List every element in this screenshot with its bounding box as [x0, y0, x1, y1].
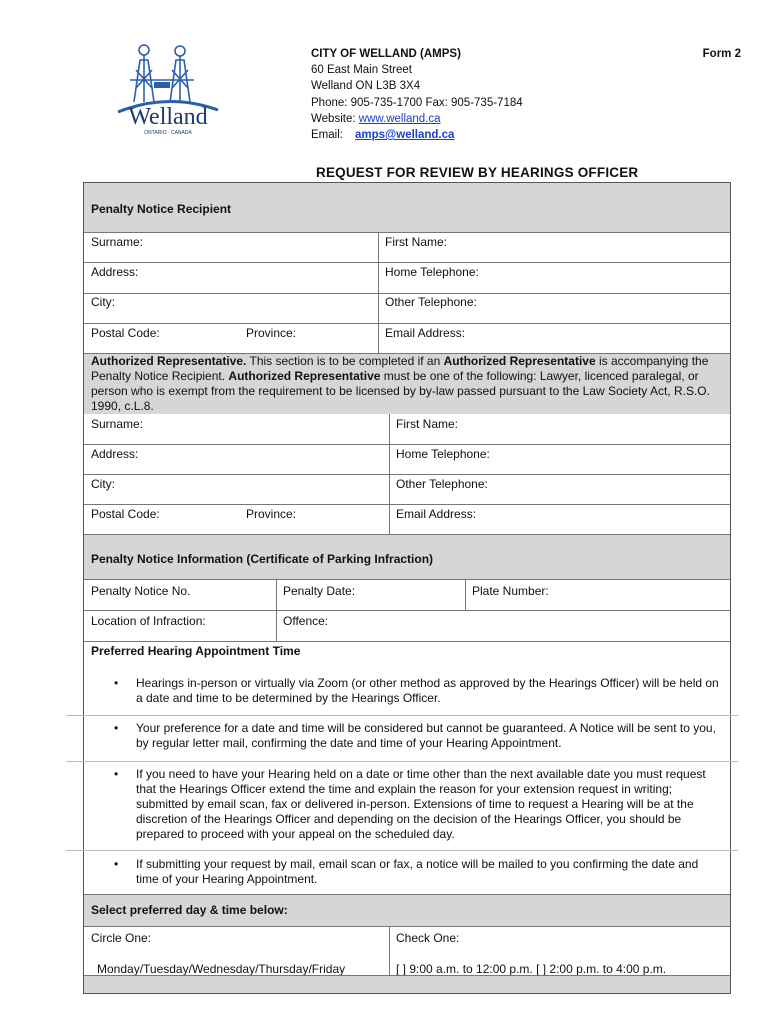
form-title: REQUEST FOR REVIEW BY HEARINGS OFFICER	[316, 165, 639, 180]
website-link[interactable]: www.welland.ca	[358, 112, 441, 125]
recipient-home-phone-field[interactable]: Home Telephone:	[385, 265, 479, 279]
bullet-text-3: If you need to have your Hearing held on a date or time other than the next available date you must request that the Hearings Officer extend the time and explain the reason for your extension request in writing; submitted by email scan, fax or delivered in-person. Extensions of time to request a Hearing will be at the discretion of the Hearings Officer and depending on the decision of the Hearings Officer, you should be prepared to proceed with your appeal on the scheduled day.	[136, 767, 706, 841]
phone-fax-line: Phone: 905-735-1700 Fax: 905-735-7184	[311, 96, 523, 109]
address-line-2: Welland ON L3B 3X4	[311, 80, 421, 93]
website-line	[311, 111, 741, 127]
website-label: Website:	[311, 112, 356, 125]
rep-email-field[interactable]: Email Address:	[396, 507, 477, 521]
logo-tagline: ONTARIO · CANADA	[144, 130, 192, 136]
recipient-surname-field[interactable]: Surname:	[91, 235, 144, 249]
offence-field[interactable]: Offence:	[283, 614, 329, 628]
select-heading: Select preferred day & time below:	[91, 903, 288, 917]
rep-first-name-field[interactable]: First Name:	[396, 417, 459, 431]
time-slot-options[interactable]: [ ] 9:00 a.m. to 12:00 p.m. [ ] 2:00 p.m. to 4:00 p.m.	[396, 962, 667, 976]
penalty-date-field[interactable]: Penalty Date:	[283, 584, 356, 598]
recipient-province-field[interactable]: Province:	[246, 326, 297, 340]
location-field[interactable]: Location of Infraction:	[91, 614, 206, 628]
penalty-info-section-header	[84, 535, 730, 579]
plate-number-field[interactable]: Plate Number:	[472, 584, 549, 598]
preferred-hearing-heading: Preferred Hearing Appointment Time	[91, 644, 301, 658]
bullet-dot: •	[114, 676, 119, 690]
address-line-1: 60 East Main Street	[311, 64, 412, 77]
email-label: Email:	[311, 129, 343, 142]
recipient-section-header	[84, 183, 730, 232]
bullet-dot: •	[114, 721, 119, 735]
recipient-first-name-field[interactable]: First Name:	[385, 235, 448, 249]
form-number: Form 2	[702, 48, 741, 60]
bullet-dot: •	[114, 767, 119, 781]
email-link[interactable]: amps@welland.ca	[355, 129, 455, 142]
rep-home-phone-field[interactable]: Home Telephone:	[396, 447, 490, 461]
penalty-notice-no-field[interactable]: Penalty Notice No.	[91, 584, 191, 598]
recipient-city-field[interactable]: City:	[91, 295, 115, 309]
contact-header	[311, 46, 741, 143]
recipient-heading: Penalty Notice Recipient	[91, 202, 232, 216]
footer-shaded-row	[84, 976, 730, 993]
rep-province-field[interactable]: Province:	[246, 507, 297, 521]
logo-wordmark: Welland	[128, 104, 208, 130]
bullet-dot: •	[114, 857, 119, 871]
welland-logo	[112, 40, 224, 140]
recipient-other-phone-field[interactable]: Other Telephone:	[385, 295, 477, 309]
select-section-header	[84, 895, 730, 926]
penalty-info-heading: Penalty Notice Information (Certificate of Parking Infraction)	[91, 552, 434, 566]
recipient-email-field[interactable]: Email Address:	[385, 326, 466, 340]
bullet-text-4: If submitting your request by mail, email scan or fax, a notice will be mailed to you confirming the date and time of your Hearing Appointment.	[136, 857, 699, 886]
representative-description: Authorized Representative. This section is to be completed if an Authorized Representative is accompanying the Penalty Notice Recipient. Authorized Representative must be one of the following: Lawyer, licenced paralegal, or person who is exempt from the requirement to be licensed by by-law passed pursuant to the Law Society Act, R.S.O. 1990, c.L.8.	[91, 354, 710, 413]
days-option[interactable]: Monday/Tuesday/Wednesday/Thursday/Friday	[97, 962, 346, 976]
rep-surname-field[interactable]: Surname:	[91, 417, 144, 431]
recipient-address-field[interactable]: Address:	[91, 265, 139, 279]
bullet-text-2: Your preference for a date and time will be considered but cannot be guaranteed. A Notice will be sent to you, by regular letter mail, confirming the date and time of your Hearing Appointment.	[136, 721, 716, 750]
rep-city-field[interactable]: City:	[91, 477, 115, 491]
rep-address-field[interactable]: Address:	[91, 447, 139, 461]
bullet-text-1: Hearings in-person or virtually via Zoom (or other method as approved by the Hearings Officer) will be held on a date and time to be determined by the Hearings Officer.	[136, 676, 719, 705]
circle-one-label: Circle One:	[91, 931, 152, 945]
rep-other-phone-field[interactable]: Other Telephone:	[396, 477, 488, 491]
rep-postal-field[interactable]: Postal Code:	[91, 507, 160, 521]
review-form	[83, 182, 731, 994]
org-name: CITY OF WELLAND (AMPS)	[311, 48, 461, 60]
check-one-label: Check One:	[396, 931, 460, 945]
recipient-postal-field[interactable]: Postal Code:	[91, 326, 160, 340]
email-line	[311, 127, 741, 143]
